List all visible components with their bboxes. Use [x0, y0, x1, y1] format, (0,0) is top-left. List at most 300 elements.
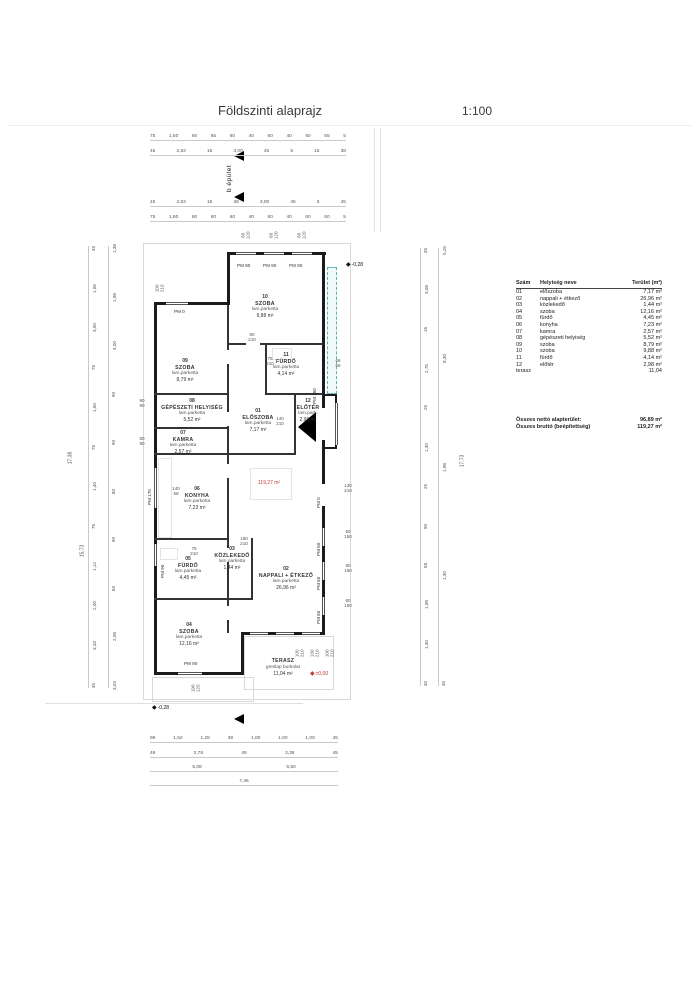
window-parapet-label: PM 90 — [263, 263, 277, 268]
dimension-value: 1,00 — [278, 736, 288, 741]
window-parapet-label: PM 60 — [316, 542, 321, 556]
legend-row — [516, 348, 662, 355]
dimension-value: 75 — [150, 215, 156, 220]
legend-cell: 03 — [516, 302, 523, 309]
legend-col-name: Helyiség neve — [540, 280, 577, 286]
dimension-value: 65 — [324, 134, 330, 139]
room-number: 06 — [194, 486, 200, 492]
dimension-value: 1,30 — [423, 639, 429, 649]
dimension-value: 38 — [227, 736, 234, 741]
legend-col-num: Szám — [516, 280, 531, 286]
legend-row — [516, 322, 662, 329]
window-parapet-label: PM 90 — [289, 263, 303, 268]
level-icon: ◆ — [152, 705, 157, 711]
legend-cell: 07 — [516, 328, 523, 335]
legend-cell: szoba — [540, 308, 555, 315]
legend-cell: 7,23 m² — [643, 321, 662, 328]
dimension-value: 1,98 — [441, 462, 447, 472]
dimension-value: 38 — [340, 149, 346, 154]
window — [166, 302, 188, 305]
dimension-value: 2,00 — [91, 601, 97, 611]
legend-cell: nappali + étkező — [540, 295, 581, 302]
legend-row — [516, 335, 662, 342]
wall — [241, 632, 244, 675]
legend-cell: szoba — [540, 341, 555, 348]
legend-row — [516, 289, 662, 296]
opening-size: 130 210 — [344, 483, 352, 494]
window-parapet-label: PM 90 — [184, 661, 198, 666]
dimension-value: 45 — [150, 200, 156, 205]
construction-line — [45, 703, 303, 704]
interior-wall — [154, 598, 228, 600]
legend-row — [516, 355, 662, 362]
opening-size: 80 90 — [139, 436, 145, 447]
window-parapet-label: PM 0 — [174, 309, 185, 314]
opening-size: 60 120 — [240, 231, 251, 240]
room-name: KAMRA — [172, 436, 194, 443]
legend-cell: szoba — [540, 348, 555, 355]
window — [322, 597, 325, 615]
room-label-kozlekedo-03 — [206, 546, 258, 572]
legend-cell: 8,79 m² — [643, 341, 662, 348]
room-area: 7,23 m² — [188, 505, 206, 512]
dimension-value: 5,25 — [441, 246, 447, 255]
legend-row — [516, 302, 662, 309]
dimension-value: 1,50 — [91, 402, 97, 412]
dimension-value: 4,00 — [111, 341, 117, 351]
dimension-value: 1,98 — [111, 292, 117, 302]
room-number: 11 — [283, 352, 289, 358]
room-floor: lam.parketta — [244, 421, 272, 427]
room-label-gepeszeti-08 — [156, 398, 228, 424]
room-label-terasz — [248, 658, 318, 677]
page-title: Földszinti alaprajz — [218, 103, 323, 118]
room-area: 2,98 m² — [299, 417, 317, 424]
window-parapet-label: PM 60 — [316, 576, 321, 590]
dimension-value: 5 — [343, 215, 346, 220]
room-name: SZOBA — [179, 628, 199, 635]
window-parapet-label: PM 90 — [160, 564, 165, 578]
section-arrow-icon — [234, 714, 244, 724]
level-marker: ◆-0,28 — [346, 262, 364, 268]
interior-wall — [154, 393, 228, 395]
dimension-chain-top-4 — [150, 211, 346, 222]
dimension-value: 60 — [267, 215, 273, 220]
dimension-chain-bottom-4 — [150, 775, 338, 786]
legend-cell: fürdő — [540, 354, 553, 361]
room-number: 07 — [180, 430, 186, 436]
dimension-value: 1,52 — [173, 736, 183, 741]
interior-wall — [154, 538, 228, 540]
room-floor: lam.park. — [298, 411, 318, 417]
opening-size: 90 210 — [248, 332, 256, 343]
legend-cell: 05 — [516, 315, 523, 322]
legend-cell: 10 — [516, 348, 523, 355]
dimension-value: 15 — [314, 149, 320, 154]
summary-value: 119,27 m² — [637, 424, 662, 430]
room-name: TERASZ — [271, 658, 295, 664]
opening-size: 160 210 — [240, 536, 248, 547]
construction-line — [374, 128, 375, 232]
level-icon: ◆ — [310, 671, 315, 677]
window-parapet-label: PM 170 — [147, 489, 152, 505]
interior-wall — [229, 343, 323, 345]
legend-cell: 1,44 m² — [643, 302, 662, 309]
opening-size: 75 210 — [190, 546, 198, 557]
dimension-value: 60 — [305, 215, 311, 220]
dimension-value: 45 — [332, 736, 338, 741]
room-number: 02 — [283, 566, 289, 572]
dimension-value: 1,80 — [168, 215, 179, 220]
dimension-value: 98 — [150, 736, 156, 741]
room-legend-table — [516, 280, 662, 375]
dimension-value: 60 — [191, 134, 198, 139]
dimension-value: 25 — [423, 405, 429, 411]
dimension-value: 45 — [91, 245, 97, 252]
window-parapet-label: PM 0 — [316, 497, 321, 508]
legend-row — [516, 296, 662, 303]
room-number: 12 — [305, 398, 311, 404]
dimension-chain-right-2 — [438, 248, 449, 686]
dimension-value: 49 — [241, 751, 247, 756]
dimension-value: 2,08 — [111, 632, 117, 642]
legend-row — [516, 368, 662, 375]
dimension-value: 1,12 — [91, 561, 97, 571]
dimension-value: 49 — [150, 751, 156, 756]
legend-col-area: Terület (m²) — [632, 280, 662, 286]
dimension-value: 38 — [233, 200, 239, 205]
legend-cell: 12 — [516, 361, 523, 368]
legend-cell: 02 — [516, 295, 523, 302]
dimension-value: 90 — [111, 440, 117, 446]
opening-size: 75 210 — [266, 356, 274, 367]
dimension-value: 1,40 — [91, 482, 97, 492]
room-floor: lam.parketta — [272, 365, 300, 371]
dimension-value: 90 — [111, 537, 117, 543]
door-opening — [226, 606, 231, 620]
dimension-value: 75 — [91, 444, 97, 450]
dimension-value: 3,03 — [111, 680, 117, 690]
window — [154, 468, 157, 508]
legend-cell: 7,17 m² — [643, 289, 662, 295]
section-label: b épület — [226, 164, 233, 192]
legend-cell: kamra — [540, 328, 556, 335]
window — [236, 252, 256, 255]
room-label-kamra-07 — [153, 430, 213, 456]
legend-rows — [516, 289, 662, 375]
dimension-value: 45 — [340, 200, 346, 205]
opening-size: 60 150 — [344, 598, 352, 609]
legend-cell: 04 — [516, 308, 523, 315]
legend-cell: 08 — [516, 335, 523, 342]
window — [335, 403, 338, 445]
room-name: GÉPÉSZETI HELYISÉG — [161, 404, 223, 411]
room-number: 08 — [189, 398, 195, 404]
room-floor: greslap burkolat — [265, 664, 301, 670]
window — [292, 252, 312, 255]
window-parapet-label: PM 150 — [312, 388, 317, 404]
opening-size: 90 90 — [139, 398, 145, 409]
room-floor: lam.parketta — [272, 579, 300, 585]
legend-cell: 5,52 m² — [643, 335, 662, 342]
dimension-value: 1,30 — [441, 570, 447, 580]
dimension-value: 2,75 — [423, 364, 429, 374]
opening-size: 60 120 — [296, 231, 307, 240]
dimension-value: 65 — [210, 134, 217, 139]
dimension-value: 60 — [267, 134, 273, 139]
dimension-value: 40 — [248, 134, 254, 139]
wall — [325, 447, 337, 449]
dimension-value: 3,33 — [91, 641, 97, 651]
legend-cell: konyha — [540, 321, 558, 328]
opening-size: 60 120 — [268, 231, 279, 240]
room-label-szoba-10 — [230, 294, 300, 320]
legend-cell: 09 — [516, 341, 523, 348]
dimension-value: 5,08 — [192, 765, 202, 770]
room-number: 09 — [182, 358, 188, 364]
dimension-value: 60 — [324, 215, 330, 220]
drawing-scale: 1:100 — [462, 104, 493, 118]
dimension-total-left: 17,38 — [67, 451, 74, 465]
dimension-value: 40 — [286, 134, 292, 139]
legend-cell: fürdő — [540, 315, 553, 322]
room-floor: lam.parketta — [218, 559, 246, 565]
terrace-door — [302, 632, 320, 635]
room-area: 11,04 m² — [273, 670, 293, 677]
dimension-value: 2,63 — [176, 149, 186, 154]
door-opening — [246, 342, 260, 346]
legend-cell — [540, 368, 622, 375]
room-number: 04 — [186, 622, 192, 628]
opening-size: 60 150 — [344, 529, 352, 540]
level-marker: ◆-0,28 — [152, 705, 170, 711]
legend-row — [516, 315, 662, 322]
room-name: FÜRDŐ — [276, 358, 296, 365]
opening-size: 140 210 — [276, 416, 284, 427]
dimension-subtotal-left: 15,73 — [79, 544, 86, 558]
summary-value: 96,89 m² — [639, 417, 662, 423]
dimension-value: 1,40 — [423, 442, 429, 452]
window — [154, 544, 157, 566]
room-name: KÖZLEKEDŐ — [214, 552, 250, 559]
room-area: 4,14 m² — [277, 371, 295, 378]
legend-cell: 12,16 m² — [640, 308, 662, 315]
dimension-value: 45 — [423, 247, 429, 254]
dimension-chain-left-1 — [88, 246, 99, 688]
room-area: 1,44 m² — [223, 565, 241, 572]
legend-cell: előtér — [540, 361, 554, 368]
dimension-value: 1,38 — [111, 244, 117, 253]
legend-cell: 11 — [516, 354, 522, 361]
dimension-value: 45 — [332, 751, 338, 756]
room-floor: lam.parketta — [171, 371, 199, 377]
dimension-value: 2,78 — [193, 751, 203, 756]
dimension-value: 3,00 — [233, 149, 243, 154]
door-opening — [321, 484, 326, 506]
dimension-value: 7,46 — [239, 779, 249, 784]
dimension-value: 16 — [423, 326, 429, 332]
window — [264, 252, 284, 255]
room-floor: lam.parketta — [178, 411, 206, 417]
insulation-strip — [327, 267, 337, 394]
room-name: NAPPALI + ÉTKEZŐ — [258, 572, 314, 579]
room-floor: lam.parketta — [175, 635, 203, 641]
legend-header — [516, 280, 662, 289]
room-number: 05 — [185, 556, 191, 562]
level-icon: ◆ — [346, 262, 351, 268]
interior-wall — [229, 453, 295, 455]
dimension-value: 45 — [290, 200, 296, 205]
dimension-chain-top-1 — [150, 130, 346, 141]
dimension-value: 45 — [91, 682, 97, 688]
opening-size: 190 120 — [190, 684, 201, 693]
summary-label: Összes nettó alapterület: — [516, 417, 582, 423]
title-separator-line — [8, 125, 691, 126]
legend-cell: 9,88 m² — [643, 348, 662, 355]
dimension-value: 3,08 — [423, 285, 429, 295]
room-name: ELŐTÉR — [296, 404, 320, 411]
room-number: 01 — [255, 408, 261, 414]
legend-cell: 2,57 m² — [643, 328, 662, 335]
room-area: 8,79 m² — [176, 377, 194, 384]
dimension-value: 75 — [150, 134, 156, 139]
legend-row — [516, 362, 662, 369]
room-name: SZOBA — [175, 364, 195, 371]
porch-outline — [152, 677, 254, 702]
opening-size: 68 68 — [335, 358, 341, 369]
room-name: FÜRDŐ — [178, 562, 198, 569]
dimension-value: 45 — [441, 680, 447, 687]
window — [322, 528, 325, 546]
window-parapet-label: PM 60 — [316, 610, 321, 624]
dimension-value: 5 — [316, 200, 320, 205]
dimension-value: 3,00 — [259, 200, 270, 205]
door-opening — [226, 350, 231, 364]
dimension-value: 1,00 — [250, 736, 261, 741]
dimension-value: 8,30 — [441, 354, 447, 364]
dimension-chain-top-3 — [150, 196, 346, 207]
interior-wall — [154, 427, 228, 429]
legend-cell: 2,98 m² — [643, 361, 662, 368]
summary-net — [516, 417, 662, 424]
legend-cell: előszoba — [540, 289, 563, 295]
dimension-value: 80 — [111, 488, 117, 494]
room-number: 03 — [229, 546, 235, 552]
opening-size: 100 210 — [324, 649, 335, 658]
legend-row — [516, 309, 662, 316]
room-label-szoba-04 — [156, 622, 222, 648]
dimension-value: 5,50 — [286, 765, 296, 770]
gross-area-note: 119,27 m² — [258, 480, 281, 486]
room-area: 7,17 m² — [249, 427, 267, 434]
dimension-value: 1,98 — [423, 600, 429, 610]
dimension-chain-bottom-2 — [150, 747, 338, 758]
dimension-chain-top-2 — [150, 145, 346, 156]
dimension-value: 75 — [91, 365, 97, 371]
opening-size: 140 68 — [172, 486, 180, 497]
legend-summary — [516, 417, 662, 431]
dimension-value: 45 — [150, 149, 156, 154]
dimension-value: 60 — [210, 215, 217, 220]
opening-size: 100 210 — [294, 649, 305, 658]
room-label-eloter-12 — [288, 398, 328, 424]
room-name: KONYHA — [184, 492, 210, 499]
opening-size: 130 210 — [309, 649, 320, 658]
dimension-value: 90 — [111, 391, 117, 397]
dimension-value: 1,55 — [91, 283, 97, 293]
window-parapet-label: PM 90 — [237, 263, 251, 268]
legend-cell: 11,04 — [648, 368, 662, 375]
dimension-value: 2,63 — [176, 200, 186, 205]
dimension-chain-right-1 — [420, 248, 431, 686]
dimension-value: 60 — [229, 134, 236, 139]
dimension-value: 75 — [91, 523, 97, 530]
dimension-value: 40 — [286, 215, 292, 220]
dimension-value: 60 — [111, 585, 117, 591]
dimension-value: 40 — [248, 215, 254, 220]
dimension-chain-left-2 — [108, 246, 119, 688]
legend-cell: 4,45 m² — [643, 315, 662, 322]
door-opening — [226, 464, 231, 478]
legend-row — [516, 342, 662, 349]
room-floor: lam.parketta — [183, 499, 211, 505]
dimension-total-right: 17,73 — [459, 454, 466, 468]
dimension-value: 15 — [206, 149, 213, 154]
legend-cell: 01 — [516, 289, 523, 295]
legend-row — [516, 329, 662, 336]
room-label-szoba-09 — [153, 358, 217, 384]
dimension-value: 1,50 — [168, 134, 179, 139]
room-number: 10 — [262, 294, 268, 300]
room-area: 2,57 m² — [174, 449, 192, 456]
room-name: ELŐSZOBA — [242, 414, 274, 421]
summary-label: Összes bruttó (beépítettség) — [516, 424, 591, 430]
construction-line — [380, 128, 381, 232]
dimension-value: 1,00 — [305, 736, 315, 741]
dimension-value: 3,00 — [91, 323, 97, 333]
legend-cell: 26,96 m² — [640, 295, 662, 302]
level-marker-terrace: ◆±0,00 — [310, 671, 329, 677]
terrace-door — [276, 632, 294, 635]
room-name: SZOBA — [255, 300, 275, 307]
opening-size: 60 150 — [344, 563, 352, 574]
dimension-value: 58 — [423, 562, 429, 568]
dimension-value: 5 — [290, 149, 294, 154]
dimension-value: 45 — [423, 680, 429, 687]
legend-cell: terasz — [516, 368, 531, 375]
room-area: 26,96 m² — [276, 585, 296, 592]
dimension-value: 25 — [423, 484, 429, 490]
room-area: 5,52 m² — [183, 417, 201, 424]
room-area: 4,45 m² — [179, 575, 197, 582]
room-floor: lam.parketta — [169, 443, 197, 449]
dimension-value: 5 — [343, 134, 346, 139]
dimension-chain-bottom-1 — [150, 732, 338, 743]
room-area: 12,16 m² — [179, 641, 199, 648]
interior-wall — [229, 598, 253, 600]
room-floor: lam.parketta — [174, 569, 202, 575]
window — [178, 672, 202, 675]
dimension-value: 60 — [229, 215, 236, 220]
legend-cell: gépészeti helyiség — [540, 335, 586, 342]
legend-cell: 4,14 m² — [643, 354, 662, 361]
dimension-value: 3,38 — [284, 751, 295, 756]
dimension-value: 90 — [423, 523, 429, 529]
room-area: 9,88 m² — [256, 313, 274, 320]
room-floor: lam.parketta — [251, 307, 279, 313]
dimension-chain-bottom-3 — [150, 761, 338, 772]
dimension-value: 45 — [263, 149, 270, 154]
